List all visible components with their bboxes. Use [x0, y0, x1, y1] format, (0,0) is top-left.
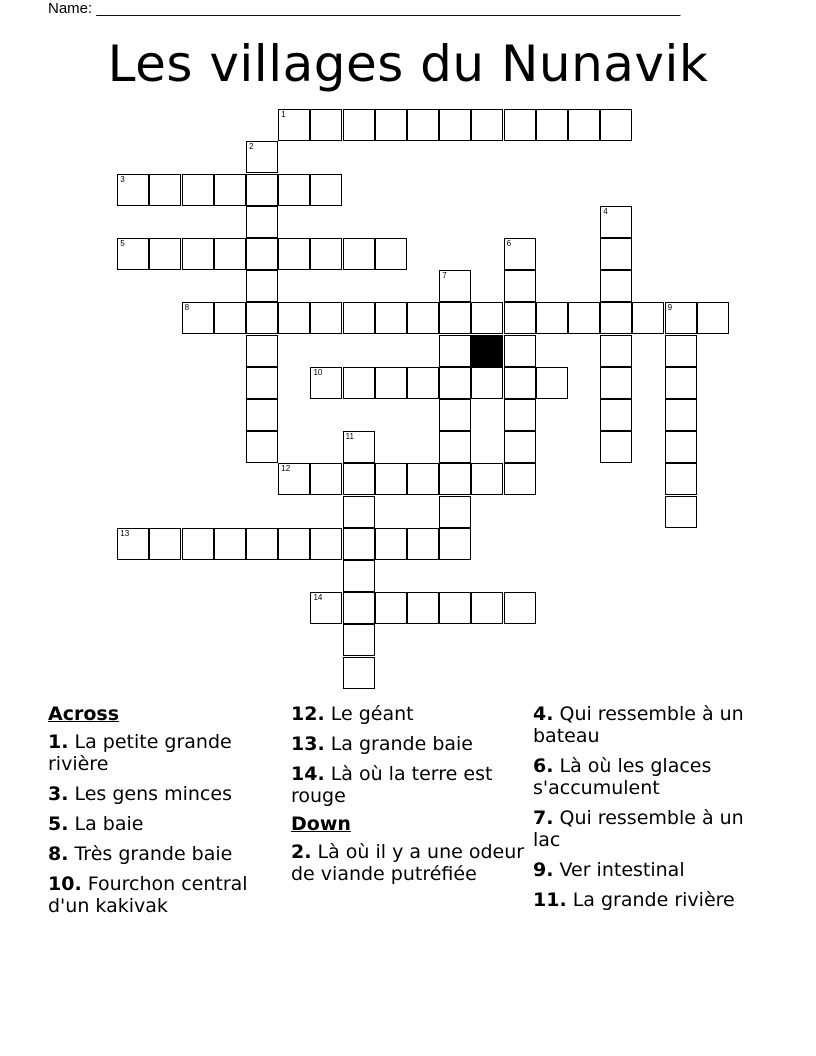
clue-number: 8. — [48, 843, 69, 865]
page-title: Les villages du Nunavik — [107, 35, 709, 93]
grid-cell[interactable] — [214, 238, 246, 270]
grid-cell[interactable] — [214, 528, 246, 560]
grid-cell[interactable] — [600, 109, 632, 141]
cell-number: 2 — [249, 142, 254, 152]
grid-cell[interactable] — [343, 367, 375, 399]
grid-cell[interactable] — [407, 302, 439, 334]
grid-cell[interactable] — [343, 302, 375, 334]
grid-cell[interactable] — [375, 592, 407, 624]
cell-number: 6 — [506, 239, 512, 249]
grid-cell[interactable] — [600, 238, 632, 270]
grid-cell[interactable] — [439, 270, 471, 302]
grid-cell[interactable] — [697, 302, 729, 334]
clue — [48, 783, 288, 805]
grid-cell[interactable] — [310, 174, 342, 206]
cell-number: 14 — [313, 593, 323, 603]
clue-number: 1. — [48, 731, 69, 753]
clue-number: 13. — [291, 733, 325, 755]
clue — [48, 843, 288, 865]
grid-cell[interactable] — [310, 238, 342, 270]
clue-number: 4. — [533, 703, 554, 725]
clue-number: 14. — [291, 763, 325, 785]
grid-cell[interactable] — [632, 302, 664, 334]
grid-cell[interactable] — [504, 238, 536, 270]
grid-cell[interactable] — [246, 206, 278, 238]
grid-cell[interactable] — [278, 463, 310, 495]
grid-cell[interactable] — [439, 109, 471, 141]
clue-number: 10. — [48, 873, 82, 895]
grid-cell[interactable] — [471, 302, 503, 334]
across-heading: Across — [48, 703, 120, 725]
grid-cell[interactable] — [343, 624, 375, 656]
clue — [291, 763, 531, 807]
grid-cell[interactable] — [600, 270, 632, 302]
cell-number: 11 — [345, 432, 354, 442]
grid-cell[interactable] — [246, 367, 278, 399]
grid-cell[interactable] — [471, 109, 503, 141]
grid-cell[interactable] — [343, 463, 375, 495]
clue-text: Qui ressemble à un lac — [533, 807, 744, 851]
cell-number: 1 — [281, 110, 286, 120]
grid-cell[interactable] — [214, 174, 246, 206]
grid-cell[interactable] — [343, 657, 375, 689]
grid-cell[interactable] — [117, 528, 149, 560]
grid-cell[interactable] — [310, 302, 342, 334]
grid-cell[interactable] — [182, 528, 214, 560]
grid-cell[interactable] — [182, 238, 214, 270]
grid-cell[interactable] — [149, 238, 181, 270]
clue-text: Très grande baie — [68, 843, 233, 865]
clue-text: Qui ressemble à un bateau — [533, 703, 744, 747]
clue — [533, 889, 773, 911]
grid-cell[interactable] — [117, 238, 149, 270]
grid-cell[interactable] — [600, 367, 632, 399]
grid-cell[interactable] — [665, 335, 697, 367]
grid-cell[interactable] — [504, 592, 536, 624]
grid-cell[interactable] — [439, 302, 471, 334]
grid-cell[interactable] — [375, 302, 407, 334]
grid-cell[interactable] — [600, 335, 632, 367]
grid-cell[interactable] — [310, 109, 342, 141]
grid-cell[interactable] — [375, 367, 407, 399]
down-heading: Down — [291, 813, 351, 835]
grid-cell[interactable] — [665, 431, 697, 463]
grid-cell[interactable] — [471, 367, 503, 399]
clue — [533, 703, 773, 747]
cell-number: 4 — [603, 206, 608, 216]
grid-cell[interactable] — [343, 109, 375, 141]
clue-text: La grande baie — [324, 733, 473, 755]
grid-cell[interactable] — [471, 463, 503, 495]
clue — [291, 733, 531, 755]
grid-cell[interactable] — [504, 399, 536, 431]
grid-cell[interactable] — [375, 238, 407, 270]
grid-cell[interactable] — [182, 174, 214, 206]
grid-cell[interactable] — [310, 528, 342, 560]
grid-cell[interactable] — [310, 463, 342, 495]
grid-cell[interactable] — [439, 592, 471, 624]
grid-cell[interactable] — [375, 463, 407, 495]
clue — [291, 841, 531, 885]
cell-number: 9 — [667, 303, 673, 313]
clue-number: 9. — [533, 859, 554, 881]
clues-column-3 — [533, 703, 773, 919]
grid-cell[interactable] — [600, 399, 632, 431]
grid-cell[interactable] — [149, 174, 181, 206]
grid-cell[interactable] — [407, 592, 439, 624]
clue-text: La baie — [68, 813, 144, 835]
grid-cell[interactable] — [246, 302, 278, 334]
clue-number: 6. — [533, 755, 554, 777]
grid-cell[interactable] — [182, 302, 214, 334]
black-cell — [471, 335, 503, 367]
grid-cell[interactable] — [568, 109, 600, 141]
clue-number: 2. — [291, 841, 312, 863]
clue — [533, 859, 773, 881]
clue — [48, 813, 288, 835]
grid-cell[interactable] — [568, 302, 600, 334]
grid-cell[interactable] — [439, 367, 471, 399]
clue-text: Là où les glaces s'accumulent — [533, 755, 712, 799]
grid-cell[interactable] — [343, 431, 375, 463]
grid-cell[interactable] — [407, 528, 439, 560]
grid-cell[interactable] — [246, 270, 278, 302]
clue-text: La petite grande rivière — [48, 731, 232, 775]
grid-cell[interactable] — [343, 592, 375, 624]
grid-cell[interactable] — [439, 335, 471, 367]
grid-cell[interactable] — [375, 528, 407, 560]
clue-text: Les gens minces — [68, 783, 232, 805]
grid-cell[interactable] — [246, 431, 278, 463]
clue-text: Fourchon central d'un kakivak — [48, 873, 248, 917]
grid-cell[interactable] — [310, 367, 342, 399]
grid-cell[interactable] — [439, 431, 471, 463]
clue-text: Le géant — [324, 703, 414, 725]
grid-cell[interactable] — [600, 302, 632, 334]
grid-cell[interactable] — [665, 399, 697, 431]
grid-cell[interactable] — [246, 238, 278, 270]
clue — [48, 731, 288, 775]
grid-cell[interactable] — [504, 367, 536, 399]
grid-cell[interactable] — [278, 109, 310, 141]
cell-number: 7 — [442, 271, 447, 281]
grid-cell[interactable] — [278, 302, 310, 334]
grid-cell[interactable] — [246, 335, 278, 367]
grid-cell[interactable] — [407, 367, 439, 399]
grid-cell[interactable] — [278, 528, 310, 560]
cell-number: 10 — [313, 367, 323, 377]
cell-number: 13 — [120, 528, 130, 538]
cell-number: 5 — [120, 239, 125, 249]
grid-cell[interactable] — [665, 463, 697, 495]
grid-cell[interactable] — [536, 367, 568, 399]
clues-column-2 — [291, 703, 531, 893]
clue-text: Là où la terre est rouge — [291, 763, 493, 807]
cell-number: 12 — [281, 464, 291, 474]
grid-cell[interactable] — [504, 335, 536, 367]
grid-cell[interactable] — [278, 238, 310, 270]
clue-text: La grande rivière — [566, 889, 735, 911]
clue — [48, 873, 288, 917]
grid-cell[interactable] — [665, 367, 697, 399]
grid-cell[interactable] — [471, 592, 503, 624]
clue-number: 7. — [533, 807, 554, 829]
grid-cell[interactable] — [246, 141, 278, 173]
grid-cell[interactable] — [504, 431, 536, 463]
grid-cell[interactable] — [375, 109, 407, 141]
grid-cell[interactable] — [246, 528, 278, 560]
grid-cell[interactable] — [278, 174, 310, 206]
grid-cell[interactable] — [117, 174, 149, 206]
grid-cell[interactable] — [439, 399, 471, 431]
grid-cell[interactable] — [343, 560, 375, 592]
grid-cell[interactable] — [343, 496, 375, 528]
grid-cell[interactable] — [439, 528, 471, 560]
grid-cell[interactable] — [246, 174, 278, 206]
grid-cell[interactable] — [536, 302, 568, 334]
clue-number: 3. — [48, 783, 69, 805]
grid-cell[interactable] — [439, 496, 471, 528]
clue — [533, 807, 773, 851]
grid-cell[interactable] — [246, 399, 278, 431]
grid-cell[interactable] — [214, 302, 246, 334]
grid-cell[interactable] — [665, 496, 697, 528]
grid-cell[interactable] — [149, 528, 181, 560]
grid-cell[interactable] — [310, 592, 342, 624]
grid-cell[interactable] — [665, 302, 697, 334]
clues-column-1 — [48, 703, 288, 925]
grid-cell[interactable] — [600, 431, 632, 463]
cell-number: 3 — [120, 174, 125, 184]
grid-cell[interactable] — [407, 109, 439, 141]
clue-text: Là où il y a une odeur de viande putréfiée — [291, 841, 525, 885]
grid-cell[interactable] — [407, 463, 439, 495]
grid-cell[interactable] — [600, 206, 632, 238]
grid-cell[interactable] — [343, 528, 375, 560]
grid-cell[interactable] — [504, 109, 536, 141]
grid-cell[interactable] — [504, 463, 536, 495]
clue-text: Ver intestinal — [553, 859, 685, 881]
grid-cell[interactable] — [343, 238, 375, 270]
grid-cell[interactable] — [439, 463, 471, 495]
grid-cell[interactable] — [504, 270, 536, 302]
clue-number: 11. — [533, 889, 567, 911]
cell-number: 8 — [184, 303, 190, 313]
clue — [291, 703, 531, 725]
name-field[interactable]: Name: ______________________________________________________________________ — [48, 0, 681, 17]
clue-number: 12. — [291, 703, 325, 725]
clue-number: 5. — [48, 813, 69, 835]
clue — [533, 755, 773, 799]
grid-cell[interactable] — [504, 302, 536, 334]
grid-cell[interactable] — [536, 109, 568, 141]
